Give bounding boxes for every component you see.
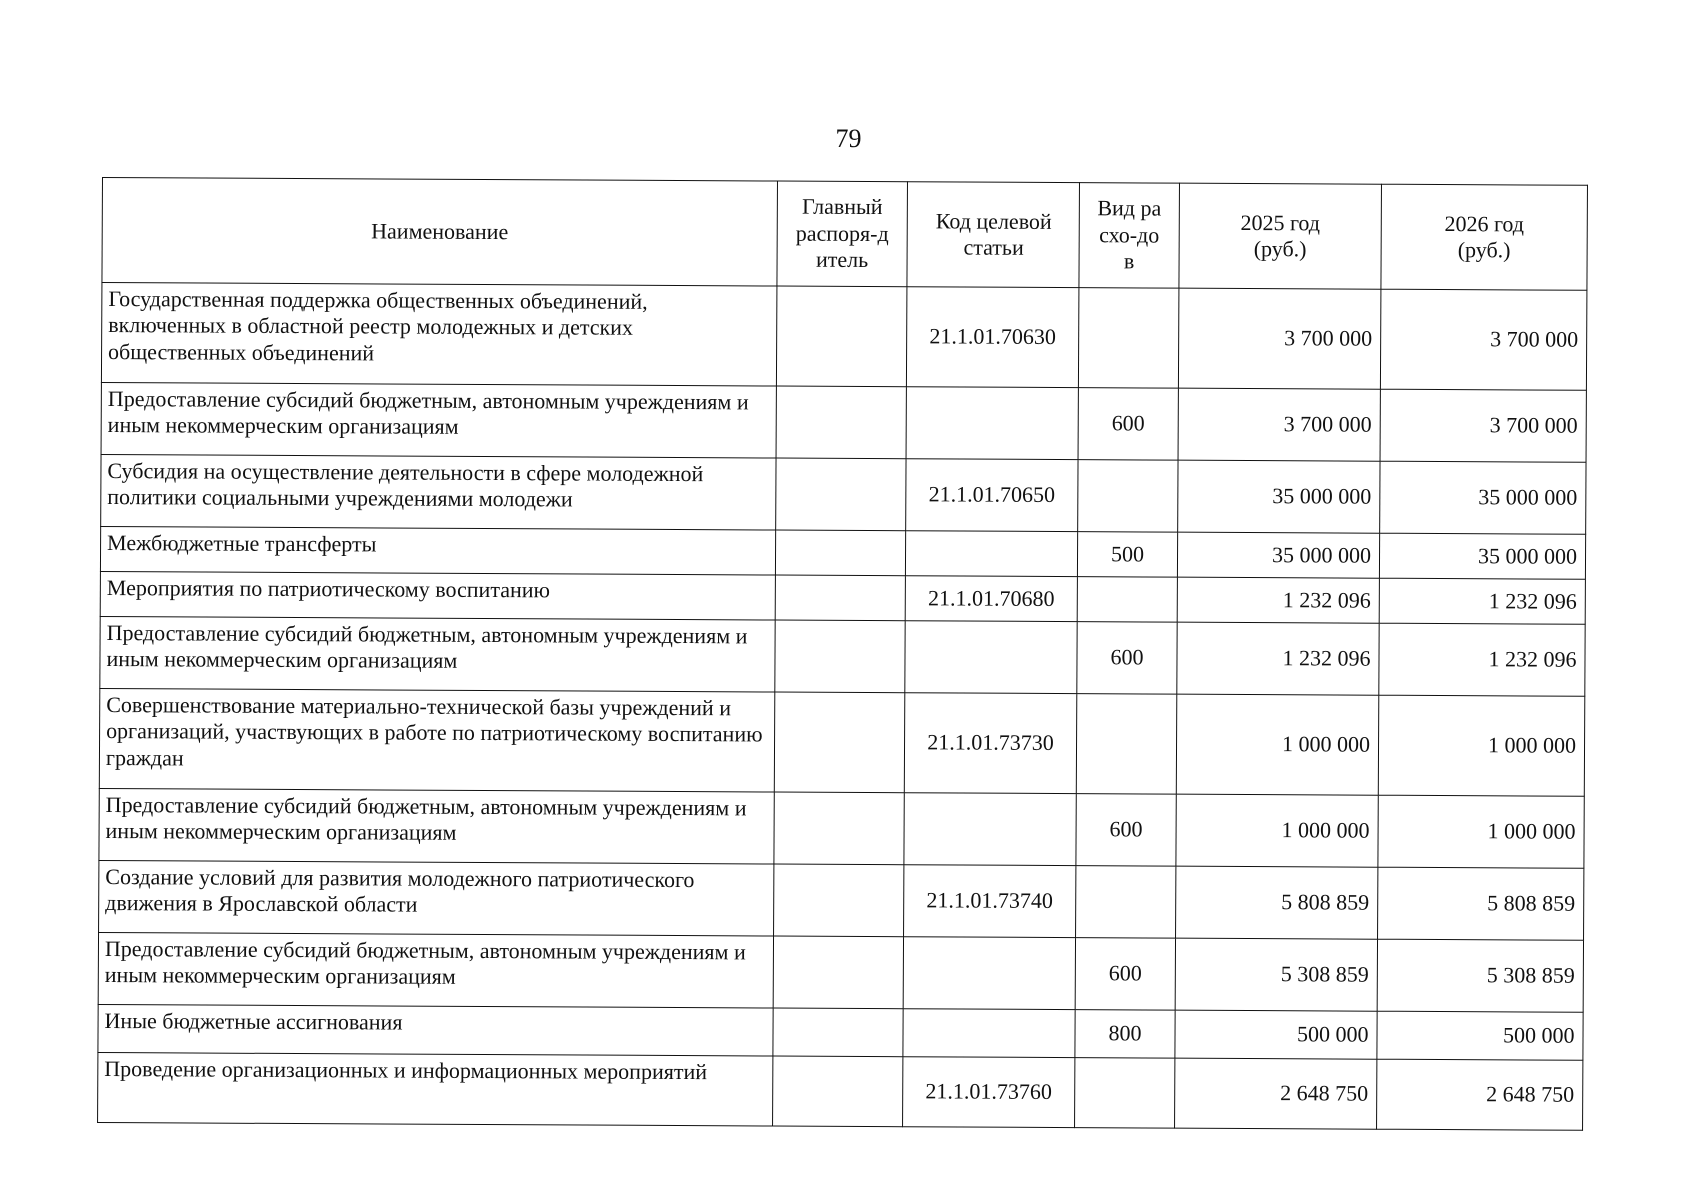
- row-manager: [774, 864, 904, 937]
- row-code: 21.1.01.73760: [903, 1057, 1075, 1128]
- row-name: Мероприятия по патриотическому воспитанию: [100, 571, 775, 620]
- row-expense-type: [1076, 866, 1176, 939]
- row-amount-2026: 500 000: [1377, 1011, 1583, 1060]
- header-2026-text: 2026 год (руб.): [1444, 210, 1525, 263]
- table-row: [100, 616, 1585, 696]
- table-row: [99, 860, 1584, 940]
- row-amount-2025: 2 648 750: [1175, 1058, 1377, 1129]
- header-code: [907, 182, 1080, 288]
- row-amount-2026: 2 648 750: [1377, 1059, 1583, 1130]
- row-name: Предоставление субсидий бюджетным, автономным учреждениям и иным некоммерческим организациям: [98, 932, 773, 1008]
- row-name: Государственная поддержка общественных объединений, включенных в областной реестр молодежных и детских общественных объединений: [101, 283, 777, 387]
- row-amount-2025: 3 700 000: [1178, 388, 1380, 461]
- row-code: [906, 387, 1078, 460]
- row-expense-type: [1076, 694, 1177, 795]
- row-expense-type: 600: [1078, 388, 1178, 461]
- row-amount-2026: 1 232 096: [1379, 578, 1585, 624]
- row-manager: [776, 458, 906, 531]
- row-amount-2026: 35 000 000: [1380, 461, 1586, 534]
- header-2026: [1381, 184, 1588, 290]
- header-expense-type-text: Вид расхо-дов: [1097, 195, 1162, 274]
- row-expense-type: [1077, 577, 1177, 623]
- table-row: [101, 283, 1587, 391]
- header-2025-text: 2025 год (руб.): [1240, 209, 1321, 262]
- row-expense-type: 600: [1075, 938, 1175, 1011]
- row-manager: [775, 620, 905, 693]
- row-name: Проведение организационных и информационных мероприятий: [98, 1052, 773, 1126]
- row-expense-type: [1075, 1058, 1175, 1129]
- row-amount-2026: 3 700 000: [1380, 289, 1587, 390]
- row-name: Субсидия на осуществление деятельности в сфере молодежной политики социальными учреждениями молодежи: [101, 454, 776, 530]
- row-name: Предоставление субсидий бюджетным, автономным учреждениям и иным некоммерческим организациям: [99, 788, 774, 864]
- row-expense-type: 800: [1075, 1010, 1175, 1059]
- row-code: 21.1.01.73730: [904, 693, 1077, 794]
- header-name: Наименование: [102, 178, 778, 287]
- row-amount-2025: 3 700 000: [1178, 288, 1381, 389]
- row-manager: [774, 692, 905, 793]
- row-code: 21.1.01.70630: [906, 287, 1079, 388]
- table-row: [101, 454, 1586, 534]
- row-code: [903, 1009, 1075, 1058]
- row-name: Совершенствование материально-технической базы учреждений и организаций, участвующих в работе по патриотическому воспитанию граждан: [99, 688, 775, 792]
- row-code: [905, 621, 1077, 694]
- header-code-text: Код целевой статьи: [935, 207, 1052, 260]
- row-expense-type: 500: [1077, 532, 1177, 578]
- row-manager: [775, 530, 905, 576]
- row-amount-2025: 500 000: [1175, 1010, 1377, 1059]
- table-row: [98, 1052, 1583, 1130]
- table-header-row: [102, 178, 1588, 291]
- table-row: [101, 382, 1586, 462]
- header-manager-text: Главный распоря-дитель: [795, 194, 889, 273]
- table-row: [100, 571, 1585, 624]
- row-name: Предоставление субсидий бюджетным, автономным учреждениям и иным некоммерческим организациям: [101, 382, 776, 458]
- table-row: [99, 688, 1585, 796]
- row-amount-2026: 3 700 000: [1380, 389, 1586, 462]
- table-row: [99, 788, 1584, 868]
- row-amount-2026: 5 308 859: [1377, 939, 1583, 1012]
- row-code: 21.1.01.70680: [905, 576, 1077, 622]
- row-manager: [776, 386, 906, 459]
- row-amount-2025: 1 232 096: [1177, 622, 1379, 695]
- row-manager: [773, 936, 903, 1009]
- row-name: Предоставление субсидий бюджетным, автономным учреждениям и иным некоммерческим организациям: [100, 616, 775, 692]
- row-manager: [774, 792, 904, 865]
- row-amount-2025: 1 000 000: [1176, 794, 1378, 867]
- row-amount-2025: 5 808 859: [1176, 866, 1378, 939]
- header-expense-type: [1079, 183, 1180, 289]
- row-amount-2026: 1 000 000: [1378, 695, 1585, 796]
- table-row: [100, 526, 1585, 579]
- row-name: Межбюджетные трансферты: [100, 526, 775, 575]
- row-code: [905, 531, 1077, 577]
- row-code: 21.1.01.73740: [904, 865, 1076, 938]
- table-row: [98, 932, 1583, 1012]
- row-amount-2026: 1 232 096: [1379, 623, 1585, 696]
- row-code: 21.1.01.70650: [906, 459, 1078, 532]
- row-amount-2025: 35 000 000: [1177, 532, 1379, 578]
- page-number: 79: [835, 124, 862, 153]
- row-manager: [775, 575, 905, 621]
- row-expense-type: 600: [1076, 794, 1176, 867]
- table-row: [98, 1004, 1583, 1060]
- row-amount-2025: 1 232 096: [1177, 577, 1379, 623]
- row-code: [904, 793, 1076, 866]
- row-manager: [773, 1008, 903, 1057]
- row-amount-2026: 5 808 859: [1378, 867, 1584, 940]
- row-amount-2026: 35 000 000: [1379, 533, 1585, 579]
- row-name: Создание условий для развития молодежного патриотического движения в Ярославской области: [99, 860, 774, 936]
- row-expense-type: 600: [1077, 622, 1177, 695]
- row-name: Иные бюджетные ассигнования: [98, 1004, 773, 1056]
- row-amount-2025: 1 000 000: [1176, 694, 1379, 795]
- header-2025: [1179, 183, 1382, 289]
- row-amount-2025: 5 308 859: [1175, 938, 1377, 1011]
- row-code: [903, 937, 1075, 1010]
- budget-table: [97, 177, 1588, 1131]
- header-manager: [777, 181, 908, 287]
- row-expense-type: [1078, 460, 1178, 533]
- row-expense-type: [1078, 288, 1179, 389]
- row-manager: [776, 286, 907, 387]
- row-manager: [773, 1056, 903, 1127]
- row-amount-2025: 35 000 000: [1178, 460, 1380, 533]
- row-amount-2026: 1 000 000: [1378, 795, 1584, 868]
